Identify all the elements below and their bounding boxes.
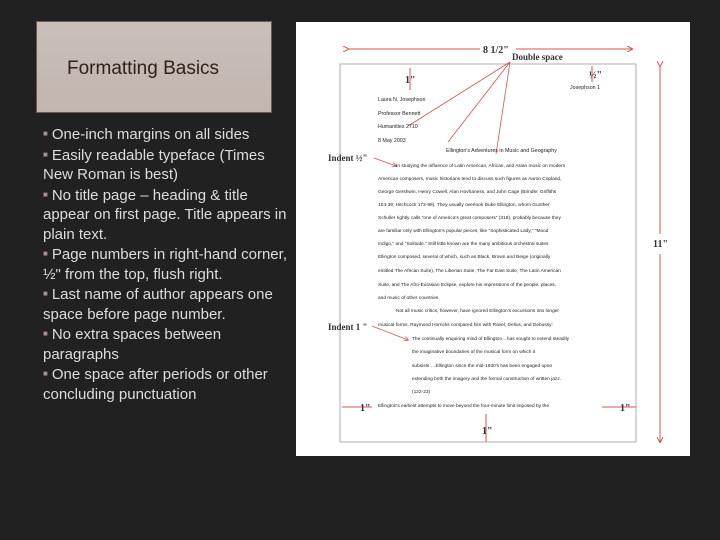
bottom-margin-label: 1" <box>482 426 493 437</box>
body-line: Suite, and The Afro-Eurasian Eclipse, explore his impressions of the people, places, <box>378 283 557 288</box>
left-margin-label: 1" <box>360 403 371 414</box>
body-line: Ellington composed, several of which, such as Black, Brown and Beige (originally <box>378 255 551 260</box>
body-line: Schuller rightly calls "one of America's great composers" (318), probably because they <box>378 216 561 221</box>
paper-title: Ellington's Adventures in Music and Geography <box>446 148 557 154</box>
heading-line: Laura N. Josephson <box>378 97 426 103</box>
bullet-item: ■ Easily readable typeface (Times New Roman is best) <box>43 146 265 183</box>
bullet-marker-icon: ■ <box>43 249 48 258</box>
body-line: musical forms. Raymond Horricks compared him with Ravel, Delius, and Debussy: <box>378 323 553 328</box>
width-label: 8 1/2" <box>483 45 509 56</box>
heading-line: Professor Bennett <box>378 111 421 117</box>
slide-title: Formatting Basics <box>67 58 220 79</box>
body-line: entitled The African Suite), The Liberian Suite, The Far East Suite, The Latin American <box>378 269 561 274</box>
bullet-marker-icon: ■ <box>43 329 48 338</box>
height-label: 11" <box>653 239 668 250</box>
quote-line: the imaginative boundaries of the musical form on which it <box>412 350 536 355</box>
last-body-line: Ellington's earliest attempts to move beyond the four-minute limit imposed by the <box>378 404 550 409</box>
body-line: American composers, music historians tend to discuss such figures as Aaron Copland, <box>378 177 562 182</box>
bullet-item: ■ No extra spaces between paragraphs <box>43 326 222 363</box>
heading-line: Humanities 2710 <box>378 124 418 130</box>
double-space-label: Double space <box>512 52 563 62</box>
quote-line: The continually enquiring mind of Ellington…has sought to extend steadily <box>412 337 570 342</box>
mla-format-figure <box>296 22 690 456</box>
bullet-item: ■ Page numbers in right-hand corner, ½" from the top, flush right. <box>43 246 287 283</box>
indent-one-label: Indent 1 " <box>328 322 368 332</box>
body-line: Not all music critics, however, have ignored Ellington's excursions into longer <box>396 309 560 314</box>
bullet-marker-icon: ■ <box>43 189 48 199</box>
body-line: In studying the influence of Latin American, African, and Asian music on modern <box>396 164 566 169</box>
indent-half-label: Indent ½" <box>328 153 368 163</box>
bullet-marker-icon: ■ <box>43 369 48 378</box>
body-line: Indigo," and "Solitude." Still little known are the many ambitious orchestral suites <box>378 242 549 247</box>
body-line: George Gershwin, Henry Cowell, Alan Hovhaness, and John Cage (Brindle; Griffiths <box>378 190 557 195</box>
bullet-item: ■ One space after periods or other concluding punctuation <box>43 366 268 403</box>
quote-line: extending both the imagery and the formal construction of written jazz. <box>412 377 562 382</box>
half-inch-label: ½" <box>589 70 603 81</box>
bullet-item: ■ No title page – heading & title appear on first page. Title appears in plain text. <box>43 186 287 243</box>
heading-line: 8 May 2003 <box>378 138 406 144</box>
quote-line: subsists….Ellington since the mid-1930's has been engaged upon <box>412 364 553 369</box>
body-line: 104-39; Hitchcock 173-98). They usually overlook Duke Ellington, whom Gunther <box>378 203 550 208</box>
quote-line: (122-23) <box>412 390 431 395</box>
title-box <box>36 21 272 113</box>
bullet-item: ■ Last name of author appears one space before page number. <box>43 286 273 323</box>
bullet-item: ■ One-inch margins on all sides <box>43 126 250 143</box>
right-margin-label: 1" <box>620 403 631 414</box>
running-head: Josephson 1 <box>570 85 601 91</box>
annotated-page-diagram <box>296 22 690 456</box>
body-line: and music of other countries. <box>378 296 440 301</box>
body-line: are familiar only with Ellington's popular pieces, like "Sophisticated Lady," "Mood <box>378 229 549 234</box>
paper-sheet <box>340 64 636 442</box>
bullet-list <box>43 124 293 404</box>
bullet-marker-icon: ■ <box>43 149 48 159</box>
bullet-marker-icon: ■ <box>43 129 48 138</box>
top-margin-label: 1" <box>405 75 416 86</box>
bullet-marker-icon: ■ <box>43 289 48 298</box>
